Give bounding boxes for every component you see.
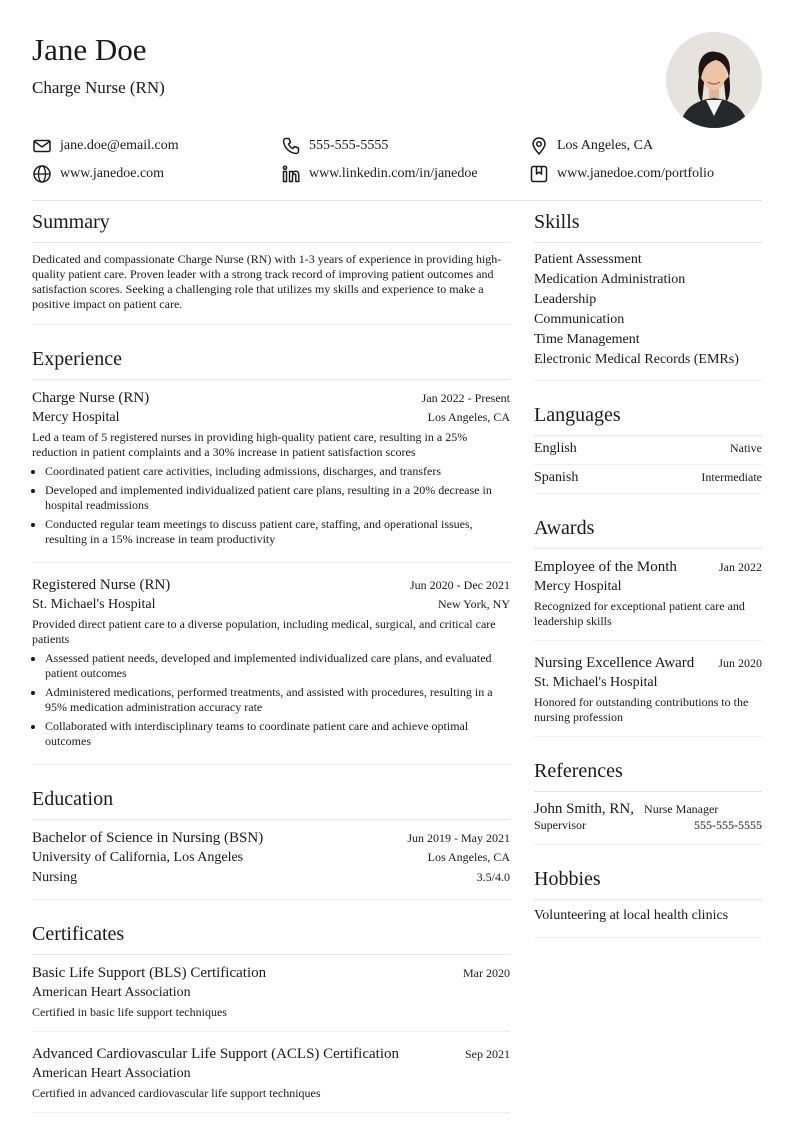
email-text: jane.doe@email.com: [60, 138, 179, 153]
field-of-study: Nursing: [32, 870, 78, 885]
references-heading: References: [534, 755, 762, 792]
mail-icon: [32, 136, 52, 156]
award-entry: [534, 641, 762, 737]
school: University of California, Los Angeles: [32, 850, 244, 865]
certificates-heading: Certificates: [32, 918, 510, 955]
certificate-entry: [32, 1032, 510, 1113]
certificate-description: Certified in basic life support techniques: [32, 1005, 227, 1019]
education-section: [32, 783, 510, 900]
contact-location: [529, 134, 653, 158]
award-title: Employee of the Month: [534, 559, 677, 575]
education-dates: Jun 2019 - May 2021: [407, 831, 510, 845]
bullet-item: • Collaborated with interdisciplinary teams to coordinate patient care and achieve optimal outcomes: [45, 719, 510, 749]
job-title: Charge Nurse (RN): [32, 390, 150, 406]
location-pin-icon: [529, 136, 549, 156]
skill-item: Electronic Medical Records (EMRs): [534, 352, 739, 367]
contact-email[interactable]: [32, 134, 179, 158]
references-section: [534, 755, 762, 845]
bullet-item: • Developed and implemented individualized patient care plans, resulting in a 20% decrease in hospital readmissions: [45, 483, 510, 513]
bullet-item: • Coordinated patient care activities, including admissions, discharges, and transfers: [45, 464, 510, 479]
awards-section: [534, 512, 762, 737]
left-column: [32, 206, 510, 1131]
phone-icon: [281, 136, 301, 156]
contact-phone[interactable]: [281, 134, 388, 158]
award-date: Jan 2022: [719, 560, 762, 574]
school-location: Los Angeles, CA: [427, 850, 510, 864]
website-text: www.janedoe.com: [60, 166, 165, 181]
certificate-entry: [32, 955, 510, 1032]
language-item: [534, 436, 762, 465]
certificates-section: [32, 918, 510, 1113]
gpa: 3.5/4.0: [476, 870, 510, 884]
education-entry: [32, 820, 510, 900]
profile-photo: [666, 32, 762, 128]
summary-section: [32, 206, 510, 325]
languages-section: [534, 399, 762, 494]
award-description: Honored for outstanding contributions to the nursing profession: [534, 695, 749, 724]
skills-heading: Skills: [534, 206, 762, 243]
contact-linkedin[interactable]: [281, 162, 478, 186]
bookmark-icon: [529, 164, 549, 184]
skill-item: Leadership: [534, 292, 597, 307]
employer: St. Michael's Hospital: [32, 597, 156, 612]
awards-heading: Awards: [534, 512, 762, 549]
job-description: Provided direct patient care to a diverse population, including medical, surgical, and critical care patients: [32, 617, 496, 646]
candidate-title: Charge Nurse (RN): [32, 78, 165, 97]
reference-phone: 555-555-5555: [694, 818, 762, 832]
header-divider: [32, 200, 762, 201]
hobbies-heading: Hobbies: [534, 863, 762, 900]
award-date: Jun 2020: [718, 656, 762, 670]
job-dates: Jun 2020 - Dec 2021: [410, 578, 510, 592]
reference-position: Nurse Manager: [644, 802, 719, 816]
job-bullets: [32, 464, 510, 547]
summary-heading: Summary: [32, 206, 510, 243]
skill-item: Time Management: [534, 332, 640, 347]
certificate-issuer: American Heart Association: [32, 985, 191, 1000]
contact-portfolio[interactable]: [529, 162, 714, 186]
skill-item: Communication: [534, 312, 625, 327]
right-column: [534, 206, 762, 956]
job-location: New York, NY: [437, 597, 510, 611]
reference-entry: [534, 792, 762, 845]
job-dates: Jan 2022 - Present: [421, 391, 510, 405]
job-bullets: [32, 651, 510, 749]
portfolio-text: www.janedoe.com/portfolio: [557, 166, 714, 181]
language-level: Intermediate: [701, 470, 762, 484]
language-level: Native: [730, 441, 762, 455]
certificate-title: Basic Life Support (BLS) Certification: [32, 965, 267, 981]
award-title: Nursing Excellence Award: [534, 655, 695, 671]
bullet-item: • Assessed patient needs, developed and implemented individualized care plans, and evaluated patient outcomes: [45, 651, 510, 681]
summary-text: Dedicated and compassionate Charge Nurse (RN) with 1-3 years of experience in providing high-quality patient care. Proven leader with a strong track record of improving patient outcomes and satisfaction scores. Seeking a challenging role that utilizes my skills and experience to make a positive impact on patient care.: [32, 243, 510, 325]
bullet-item: • Conducted regular team meetings to discuss patient care, staffing, and operational issues, resulting in a 15% increase in team productivity: [45, 517, 510, 547]
language-item: [534, 465, 762, 494]
experience-heading: Experience: [32, 343, 510, 380]
globe-icon: [32, 164, 52, 184]
reference-role: Supervisor: [534, 818, 586, 832]
award-entry: [534, 549, 762, 641]
location-text: Los Angeles, CA: [557, 138, 654, 153]
award-issuer: Mercy Hospital: [534, 579, 622, 594]
profile-photo-illustration: [666, 32, 762, 128]
linkedin-icon: [281, 164, 301, 184]
hobby-item: Volunteering at local health clinics: [534, 900, 762, 938]
language-name: English: [534, 441, 577, 456]
degree: Bachelor of Science in Nursing (BSN): [32, 830, 264, 846]
language-name: Spanish: [534, 470, 579, 485]
bullet-item: • Administered medications, performed treatments, and assisted with procedures, resulting in a 95% medication administration accuracy rate: [45, 685, 510, 715]
skill-item: Medication Administration: [534, 272, 686, 287]
candidate-name: Jane Doe: [32, 32, 147, 67]
skills-section: [534, 206, 762, 381]
education-heading: Education: [32, 783, 510, 820]
linkedin-text: www.linkedin.com/in/janedoe: [309, 166, 478, 181]
job-location: Los Angeles, CA: [427, 410, 510, 424]
experience-entry: [32, 380, 510, 563]
hobbies-section: [534, 863, 762, 938]
certificate-date: Sep 2021: [465, 1047, 510, 1061]
job-description: Led a team of 5 registered nurses in providing high-quality patient care, resulting in a 25% reduction in patient complaints and a 30% increase in patient satisfaction scores: [32, 430, 468, 459]
award-description: Recognized for exceptional patient care and leadership skills: [534, 599, 745, 628]
languages-heading: Languages: [534, 399, 762, 436]
phone-text: 555-555-5555: [309, 138, 389, 153]
employer: Mercy Hospital: [32, 410, 120, 425]
job-title: Registered Nurse (RN): [32, 577, 171, 593]
certificate-description: Certified in advanced cardiovascular life support techniques: [32, 1086, 321, 1100]
skill-item: Patient Assessment: [534, 252, 642, 267]
reference-name: John Smith, RN,: [534, 801, 635, 817]
certificate-title: Advanced Cardiovascular Life Support (ACLS) Certification: [32, 1046, 399, 1062]
experience-entry: [32, 563, 510, 765]
certificate-issuer: American Heart Association: [32, 1066, 191, 1081]
skills-list: [534, 243, 762, 381]
certificate-date: Mar 2020: [463, 966, 510, 980]
experience-section: [32, 343, 510, 765]
award-issuer: St. Michael's Hospital: [534, 675, 658, 690]
contact-website[interactable]: [32, 162, 164, 186]
